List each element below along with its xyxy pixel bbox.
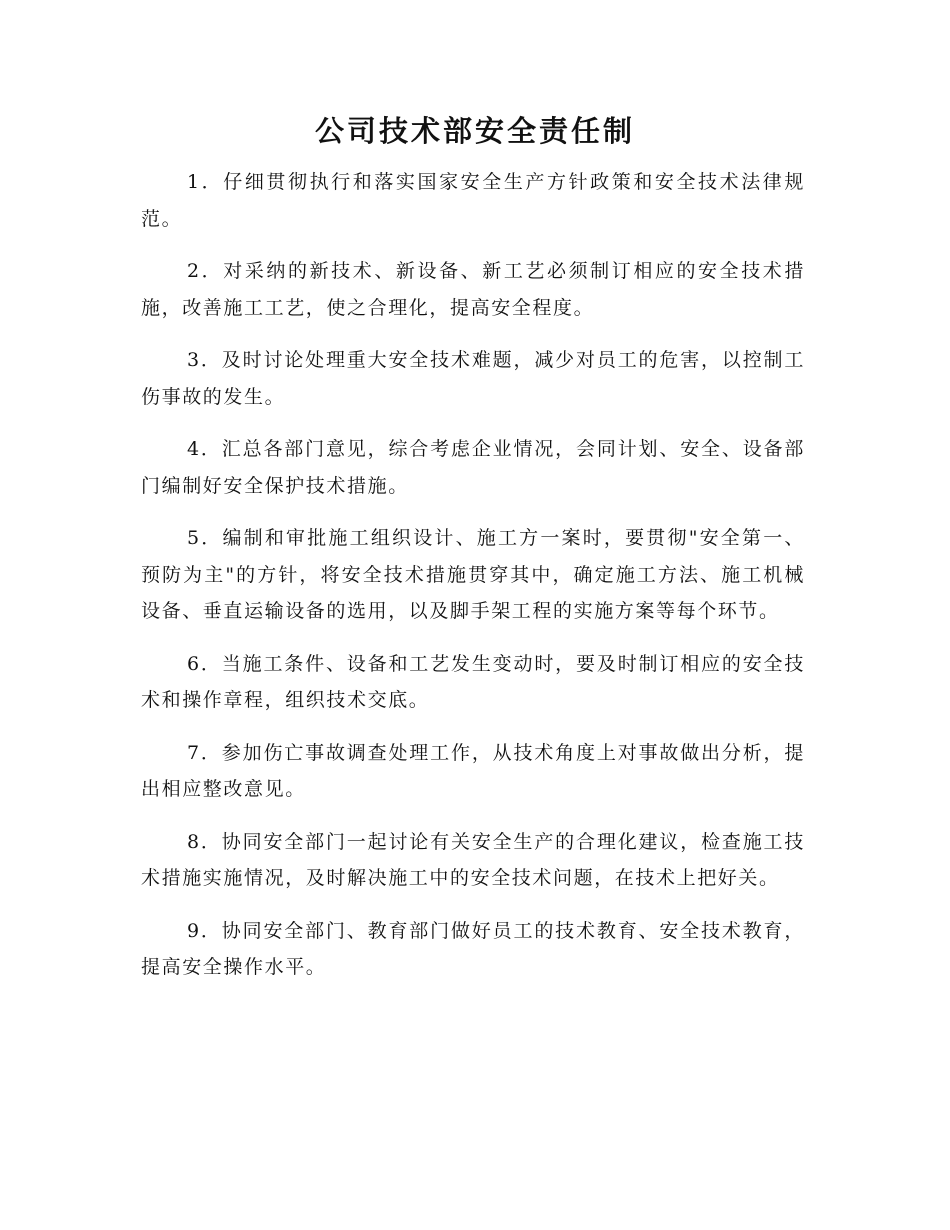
paragraph-5: 5．编制和审批施工组织设计、施工方一案时，要贯彻"安全第一、预防为主"的方针，将安全技术措施贯穿其中，确定施工方法、施工机械设备、垂直运输设备的选用，以及脚手架工程的实施方案等每个环节。 (141, 527, 805, 622)
paragraph-9: 9．协同安全部门、教育部门做好员工的技术教育、安全技术教育，提高安全操作水平。 (141, 919, 805, 978)
document-body (141, 164, 805, 1002)
document-title: 公司技术部安全责任制 (314, 114, 635, 148)
paragraph-2: 2．对采纳的新技术、新设备、新工艺必须制订相应的安全技术措施，改善施工工艺，使之合理化，提高安全程度。 (141, 260, 805, 319)
paragraph-1: 1．仔细贯彻执行和落实国家安全生产方针政策和安全技术法律规范。 (141, 171, 805, 230)
paragraph-7: 7．参加伤亡事故调查处理工作，从技术角度上对事故做出分析，提出相应整改意见。 (141, 741, 805, 800)
paragraph-6: 6．当施工条件、设备和工艺发生变动时，要及时制订相应的安全技术和操作章程，组织技术交底。 (141, 652, 805, 711)
paragraph-3: 3．及时讨论处理重大安全技术难题，减少对员工的危害，以控制工伤事故的发生。 (141, 349, 805, 408)
paragraph-4: 4．汇总各部门意见，综合考虑企业情况，会同计划、安全、设备部门编制好安全保护技术措施。 (141, 438, 805, 497)
paragraph-8: 8．协同安全部门一起讨论有关安全生产的合理化建议，检查施工技术措施实施情况，及时解决施工中的安全技术问题，在技术上把好关。 (141, 830, 805, 889)
